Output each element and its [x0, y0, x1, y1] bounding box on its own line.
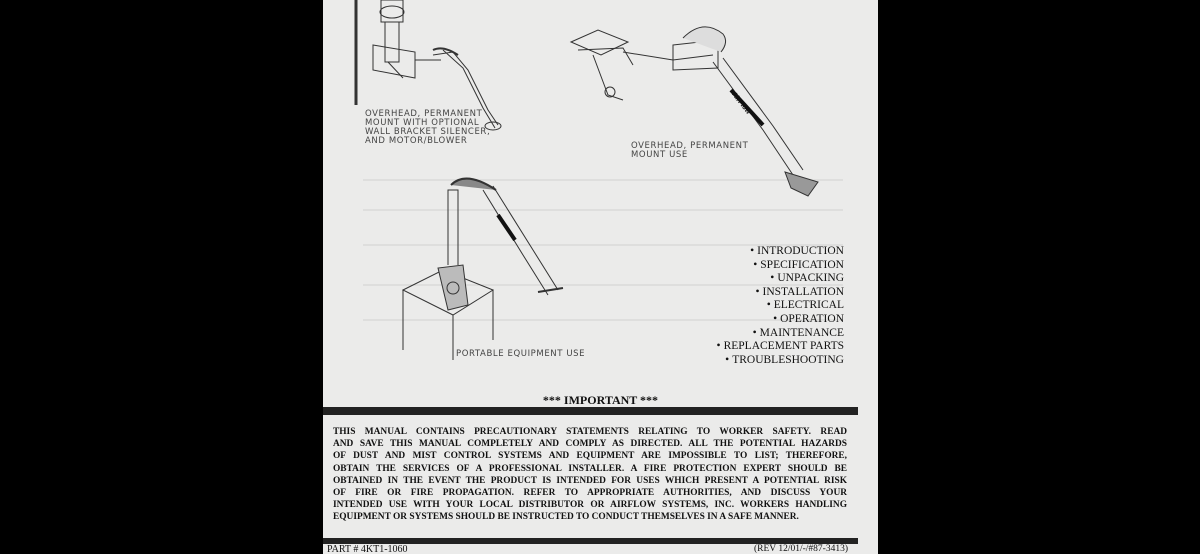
warning-line: OBTAIN THE SERVICES OF A PROFESSIONAL INSTALLER. A FIRE PROTECTION EXPERT SHOULD BE — [333, 463, 847, 474]
bullet-icon: • — [766, 299, 771, 312]
caption-line: AND MOTOR/BLOWER — [365, 136, 468, 146]
contents-item-label: ELECTRICAL — [773, 299, 844, 312]
warning-line: OBTAINED IN THE EVENT THE PRODUCT IS INTENDED FOR USES WHICH PRESENT A POTENTIAL RISK — [333, 475, 847, 486]
bullet-icon: • — [773, 312, 778, 325]
warning-line: INTENDED USE WITH YOUR LOCAL DISTRIBUTOR OR AIRFLOW SYSTEMS, INC. WORKERS HANDLING — [333, 500, 847, 511]
bullet-icon: • — [753, 258, 758, 271]
contents-item-label: UNPACKING — [777, 272, 844, 285]
contents-item-label: INTRODUCTION — [757, 245, 844, 257]
figure-portable — [403, 179, 563, 360]
caption-overhead-silencer — [365, 110, 505, 146]
contents-item-label: TROUBLESHOOTING — [732, 353, 844, 366]
contents-item-label: MAINTENANCE — [759, 326, 844, 339]
contents-item[interactable] — [717, 354, 844, 368]
contents-item[interactable] — [717, 272, 844, 286]
contents-item[interactable] — [717, 340, 844, 354]
bullet-icon: • — [755, 285, 760, 298]
caption-line: MOUNT WITH OPTIONAL — [365, 118, 480, 128]
brand-label-arm: AirFlow — [730, 91, 752, 116]
contents-item[interactable] — [717, 259, 844, 273]
caption-line: OVERHEAD, PERMANENT — [365, 109, 483, 119]
contents-item-label: INSTALLATION — [762, 285, 844, 298]
contents-item[interactable] — [717, 327, 844, 341]
revision-label: (REV 12/01/-/#87-3413) — [753, 544, 848, 554]
figure-overhead-mount — [571, 27, 818, 196]
bullet-icon: • — [750, 245, 755, 257]
caption-line: WALL BRACKET SILENCER, — [365, 127, 491, 137]
contents-list — [717, 245, 844, 367]
contents-item[interactable] — [717, 245, 844, 259]
warning-line: THIS MANUAL CONTAINS PRECAUTIONARY STATEMENTS RELATING TO WORKER SAFETY. READ — [333, 427, 847, 437]
caption-line: MOUNT USE — [631, 150, 688, 160]
contents-item-label: REPLACEMENT PARTS — [723, 340, 844, 353]
bullet-icon: • — [725, 353, 730, 366]
caption-portable: PORTABLE EQUIPMENT USE — [456, 349, 586, 359]
warning-line: AND SAVE THIS MANUAL COMPLETELY AND COMPLY AS DIRECTED. ALL THE POTENTIAL HAZARDS — [333, 439, 847, 450]
safety-warning — [333, 426, 847, 524]
warning-line: OF FIRE OR FIRE PROPAGATION. REFER TO APPROPRIATE AUTHORITIES, AND DISCUSS YOUR — [333, 488, 847, 499]
warning-line: EQUIPMENT OR SYSTEMS SHOULD BE INSTRUCTED TO CONDUCT THEMSELVES IN A SAFE MANNER. — [333, 512, 799, 523]
caption-line: OVERHEAD, PERMANENT — [631, 141, 749, 151]
caption-overhead — [631, 142, 751, 160]
contents-item-label: OPERATION — [780, 312, 844, 325]
warning-line: OF DUST AND MIST CONTROL SYSTEMS AND EQUIPMENT ARE IMPOSSIBLE TO LIST; THEREFORE, — [333, 451, 847, 462]
manual-page — [323, 0, 878, 554]
contents-item[interactable] — [717, 313, 844, 327]
important-heading: *** IMPORTANT *** — [542, 393, 659, 407]
divider — [323, 407, 858, 415]
contents-item-label: SPECIFICATION — [760, 258, 844, 271]
bullet-icon: • — [770, 272, 775, 285]
part-number: PART # 4KT1-1060 — [327, 544, 408, 554]
contents-item[interactable] — [717, 299, 844, 313]
bullet-icon: • — [716, 340, 721, 353]
bullet-icon: • — [752, 326, 757, 339]
contents-item[interactable] — [717, 286, 844, 300]
